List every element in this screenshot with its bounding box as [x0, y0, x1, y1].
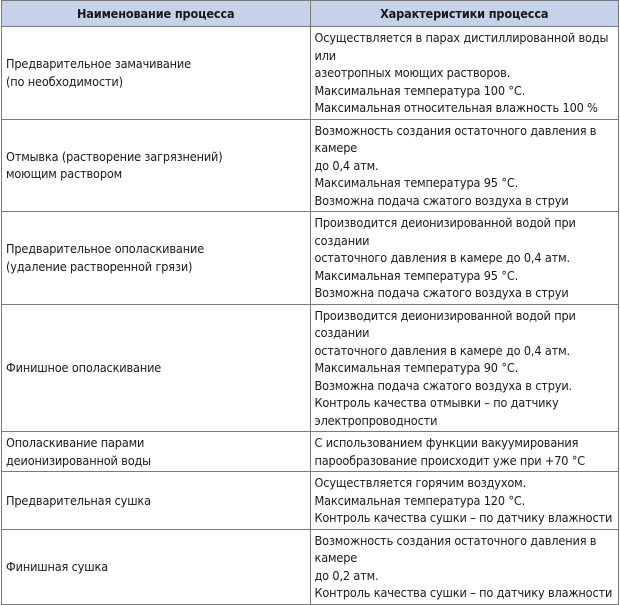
characteristic-line: до 0,2 атм.: [314, 567, 379, 583]
process-name-line: Предварительная сушка: [6, 492, 151, 508]
process-name-cell: [2, 432, 311, 472]
process-name-line: Ополаскивание парами: [6, 435, 145, 450]
characteristic-line: С использованием функции вакуумирования: [314, 435, 579, 450]
header-process-characteristics: Характеристики процесса: [310, 1, 619, 27]
characteristic-line: Максимальная температура 100 °С.: [314, 82, 526, 98]
characteristic-line: Контроль качества сушки – по датчику влажности: [314, 585, 613, 600]
process-characteristics-cell: [310, 529, 619, 604]
characteristic-line: Возможность создания остаточного давления в камере: [314, 122, 597, 155]
characteristic-line: Контроль качества отмывки – по датчику: [314, 395, 559, 410]
characteristic-line: Максимальная температура 120 °С.: [314, 492, 526, 508]
table-body: [2, 27, 619, 605]
process-name-line: Отмывка (растворение загрязнений): [6, 148, 223, 164]
process-characteristics-cell: [310, 472, 619, 530]
process-name-cell: [2, 529, 311, 604]
table-row: [2, 119, 619, 212]
process-name-line: (по необходимости): [6, 73, 123, 89]
characteristic-line: Осуществляется в парах дистиллированной воды или: [314, 30, 609, 63]
table-row: [2, 212, 619, 305]
table-row: [2, 432, 619, 472]
table-row: [2, 472, 619, 530]
process-name-line: Финишная сушка: [6, 558, 109, 574]
process-characteristics-cell: [310, 304, 619, 432]
process-name-line: (удаление растворенной грязи): [6, 258, 193, 274]
process-name-line: Предварительное замачивание: [6, 56, 191, 72]
characteristic-line: парообразование происходит уже при +70 °С: [314, 452, 586, 468]
table-row: [2, 304, 619, 432]
process-name-cell: [2, 472, 311, 530]
table-row: [2, 27, 619, 120]
process-name-line: моющим раствором: [6, 166, 123, 182]
characteristic-line: Возможность создания остаточного давления в камере: [314, 532, 597, 565]
characteristic-line: Максимальная температура 95 °С.: [314, 267, 519, 283]
characteristic-line: Производится деионизированной водой при создании: [314, 307, 576, 340]
header-process-name: Наименование процесса: [2, 1, 311, 27]
characteristic-line: электропроводности: [314, 412, 438, 428]
process-name-line: Финишное ополаскивание: [6, 360, 162, 375]
process-name-cell: [2, 212, 311, 305]
characteristic-line: до 0,4 атм.: [314, 157, 379, 173]
characteristic-line: Максимальная температура 90 °С.: [314, 360, 519, 375]
characteristic-line: Возможна подача сжатого воздуха в струи: [314, 285, 569, 300]
process-name-cell: [2, 27, 311, 120]
characteristic-line: Максимальная температура 95 °С.: [314, 175, 519, 190]
characteristic-line: Возможна подача сжатого воздуха в струи: [314, 192, 569, 208]
process-characteristics-cell: [310, 27, 619, 120]
process-characteristics-cell: [310, 432, 619, 472]
process-characteristics-cell: [310, 212, 619, 305]
table-header-row: [2, 1, 619, 27]
process-name-line: деионизированной воды: [6, 452, 151, 468]
characteristic-line: Осуществляется горячим воздухом.: [314, 475, 527, 490]
process-name-cell: [2, 304, 311, 432]
process-name-line: Предварительное ополаскивание: [6, 241, 205, 257]
process-characteristics-cell: [310, 119, 619, 212]
characteristic-line: остаточного давления в камере до 0,4 атм.: [314, 342, 570, 358]
characteristic-line: азеотропных моющих растворов.: [314, 65, 511, 80]
table-row: [2, 529, 619, 604]
process-table: [1, 0, 619, 605]
process-name-cell: [2, 119, 311, 212]
characteristic-line: Возможна подача сжатого воздуха в струи.: [314, 377, 572, 393]
characteristic-line: Производится деионизированной водой при создании: [314, 215, 576, 248]
characteristic-line: остаточного давления в камере до 0,4 атм.: [314, 250, 570, 265]
characteristic-line: Максимальная относительная влажность 100 %: [314, 100, 598, 115]
characteristic-line: Контроль качества сушки – по датчику влажности: [314, 510, 613, 525]
